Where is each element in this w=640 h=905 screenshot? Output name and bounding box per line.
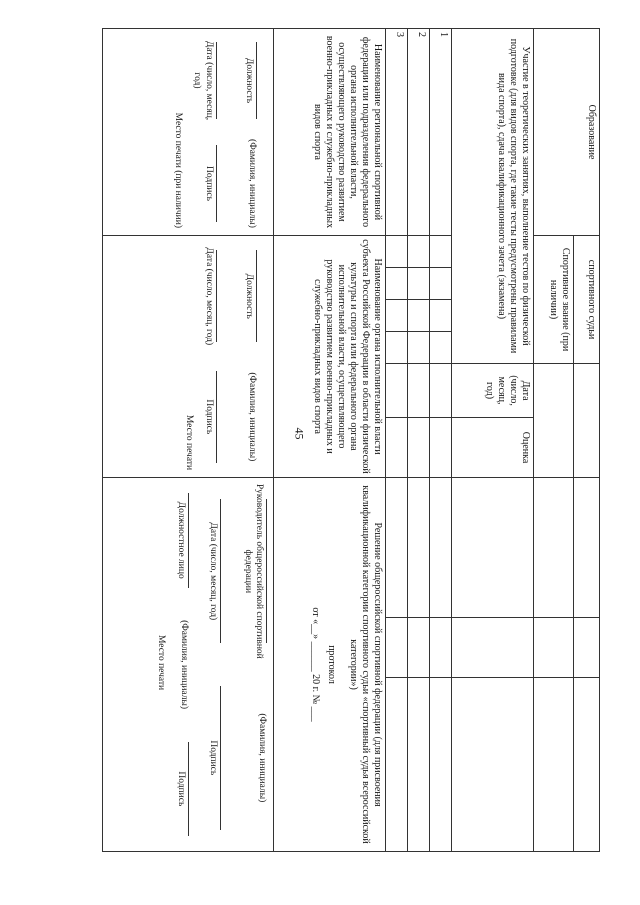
date-label: Дата (число, месяц, год) (452, 364, 534, 418)
regional-signatures: Должность (Фамилия, инициалы) Дата (число, месяц, год) Подпись Место печати (при наличии) (103, 29, 274, 236)
header-education: Образование (534, 29, 600, 236)
header-sport-referee: спортивного судьи (574, 236, 600, 364)
row-number-1: 1 (430, 29, 452, 236)
executive-title: Наименование органа исполнительной власти субъекта Российской Федерации в области физической культуры и спорта или федерального органа исполнительной власти, осуществляющего руководство развитием военно-прикладных и служебно-прикладных видов спорта (274, 236, 386, 478)
row-number-3: 3 (386, 29, 408, 236)
header-sport-title: Спортивное звание (при наличии) (534, 236, 574, 364)
judge-card-table (102, 28, 600, 852)
federal-signatures: Руководитель общероссийской спортивной федерации (Фамилия, инициалы) Дата (число, месяц, год) Подпись Должностное лицо (Фамилия, инициалы) Подпись Место печати (103, 478, 274, 852)
theory-label: Участие в теоретических занятиях, выполнение тестов по физической подготовке (для видов спорта, где такие тесты предусмотрены правилами вида спорта), сдача квалификационного зачета (экзамена) (452, 29, 534, 364)
page-number: 45 (292, 427, 307, 440)
federal-decision: Решение общероссийской спортивной федерации (для присвоения квалификационной категории спортивного судьи «спортивный судья всероссийской категории») протокол от «__» ______ 20 г. № ___ (274, 478, 386, 852)
executive-signatures: Должность (Фамилия, инициалы) Дата (число, месяц, год) Подпись Место печати (103, 236, 274, 478)
rotated-form (103, 28, 600, 851)
regional-title: Наименование региональной спортивной федерации или подразделения федерального органа исполнительной власти, осуществляющего руководство развитием военно-прикладных и служебно-прикладных видов спорта (274, 29, 386, 236)
grade-label: Оценка (452, 418, 534, 478)
row-number-2: 2 (408, 29, 430, 236)
